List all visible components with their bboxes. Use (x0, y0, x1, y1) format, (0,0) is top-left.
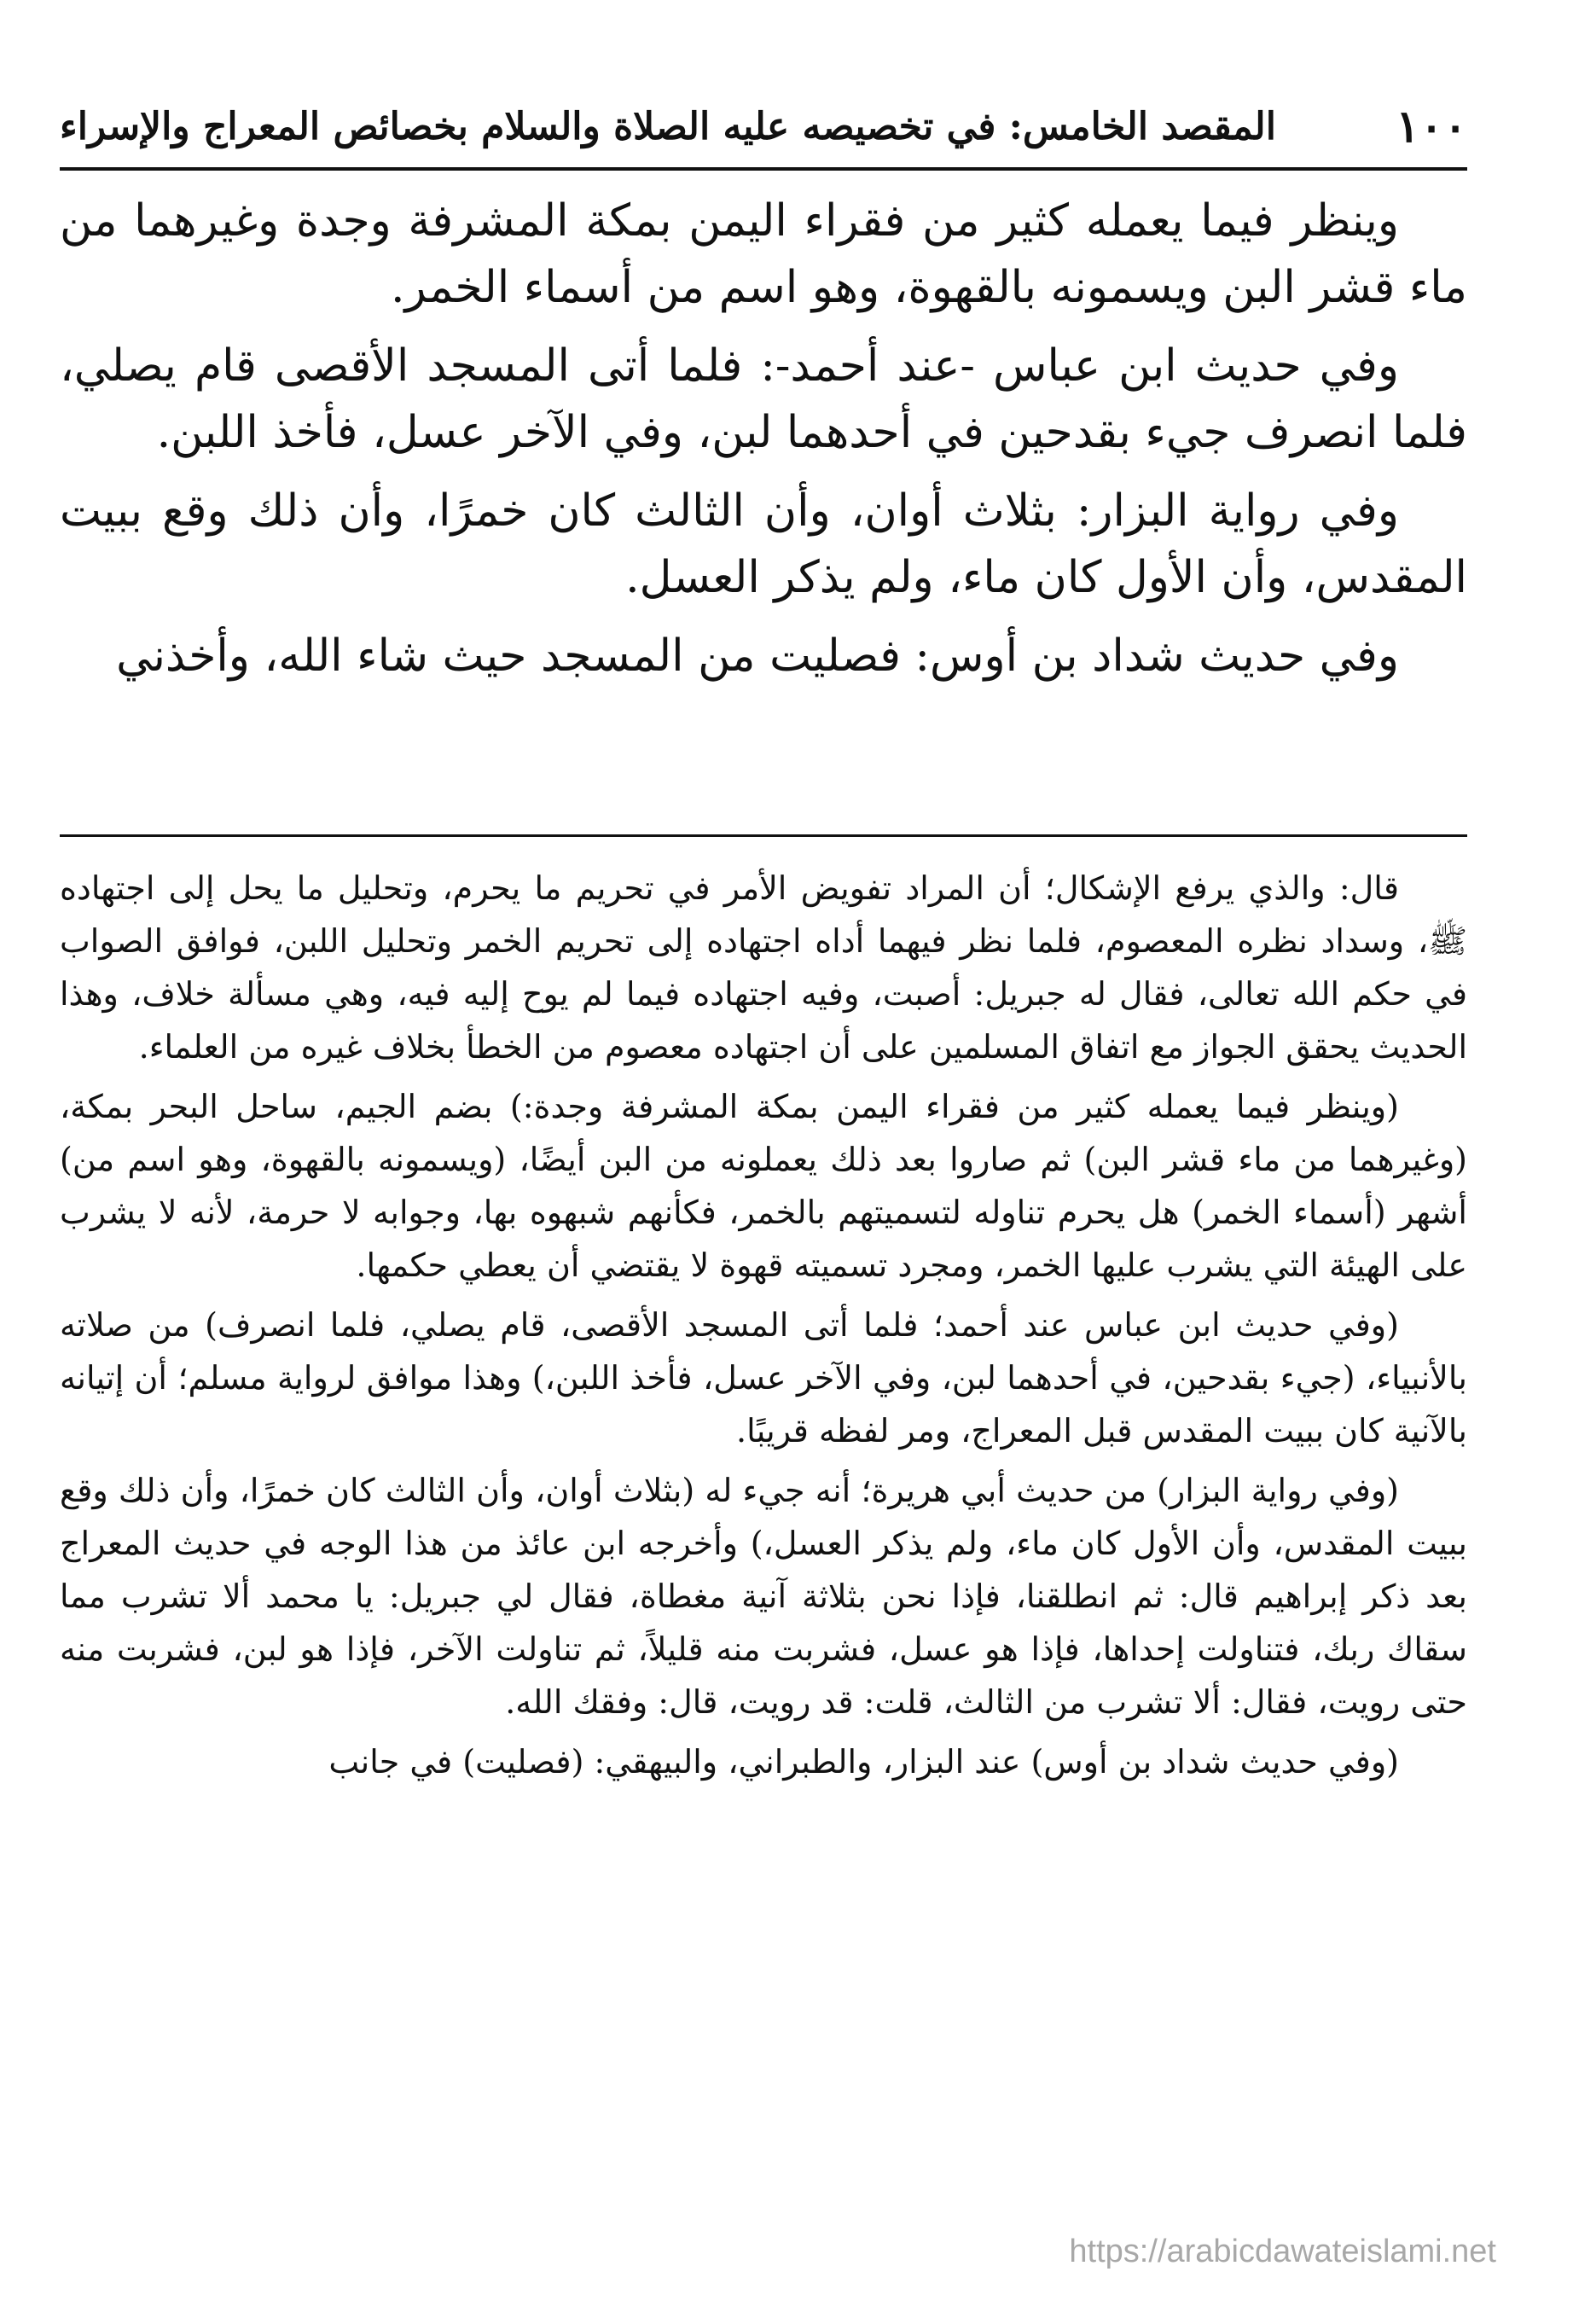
sharh-paragraph: (وفي حديث ابن عباس عند أحمد؛ فلما أتى المسجد الأقصى، قام يصلي، فلما انصرف) من صلاته بالأنبياء، (جيء بقدحين، في أحدهما لبن، وفي الآخر عسل، فأخذ اللبن،) وهذا موافق لرواية مسلم؛ أن إتيانه بالآنية كان ببيت المقدس قبل المعراج، ومر لفظه قريبًا. (60, 1306, 1467, 1450)
matn-paragraph: وينظر فيما يعمله كثير من فقراء اليمن بمكة المشرفة وجدة وغيرهما من ماء قشر البن ويسمونه بالقهوة، وهو اسم من أسماء الخمر. (60, 195, 1467, 313)
commentary-divider (60, 834, 1467, 837)
matn-paragraph: وفي حديث ابن عباس -عند أحمد-: فلما أتى المسجد الأقصى قام يصلي، فلما انصرف جيء بقدحين في أحدهما لبن، وفي الآخر عسل، فأخذ اللبن. (60, 340, 1467, 458)
sharh-paragraph: (وفي حديث شداد بن أوس) عند البزار، والطبراني، والبيهقي: (فصليت) في جانب (328, 1743, 1399, 1781)
main-text (60, 188, 1467, 701)
sharh-paragraph: (وينظر فيما يعمله كثير من فقراء اليمن بمكة المشرفة وجدة:) بضم الجيم، ساحل البحر بمكة، (وغيرهما من ماء قشر البن) ثم صاروا بعد ذلك يعملونه من البن أيضًا، (ويسمونه بالقهوة، وهو اسم من) أشهر (أسماء الخمر) هل يحرم تناوله لتسميتهم بالخمر، فكأنهم شبهوه بها، وجوابه لا حرمة، لأنه لا يشرب على الهيئة التي يشرب عليها الخمر، ومجرد تسميته قهوة لا يقتضي أن يعطي حكمها. (60, 1088, 1467, 1284)
commentary-text (60, 862, 1467, 1795)
page-header (60, 92, 1467, 160)
page-number: ١٠٠ (1396, 100, 1467, 153)
sharh-paragraph: (وفي رواية البزار) من حديث أبي هريرة؛ أنه جيء له (بثلاث أوان، وأن الثالث كان خمرًا، وأن ذلك وقع ببيت المقدس، وأن الأول كان ماء، ولم يذكر العسل،) وأخرجه ابن عائذ من هذا الوجه في حديث المعراج بعد ذكر إبراهيم قال: ثم انطلقنا، فإذا نحن بثلاثة آنية مغطاة، فقال لي جبريل: يا محمد ألا تشرب مما سقاك ربك، فتناولت إحداها، فإذا هو عسل، فشربت منه قليلاً، ثم تناولت الآخر، فإذا هو لبن، فشربت منه حتى رويت، فقال: ألا تشرب من الثالث، قلت: قد رويت، قال: وفقك الله. (60, 1472, 1467, 1721)
matn-paragraph: وفي رواية البزار: بثلاث أوان، وأن الثالث كان خمرًا، وأن ذلك وقع ببيت المقدس، وأن الأول كان ماء، ولم يذكر العسل. (60, 485, 1467, 603)
sharh-paragraph: قال: والذي يرفع الإشكال؛ أن المراد تفويض الأمر في تحريم ما يحرم، وتحليل ما يحل إلى اجتهاده ﷺ، وسداد نظره المعصوم، فلما نظر فيهما أداه اجتهاده إلى تحريم الخمر وتحليل اللبن، فوافق الصواب في حكم الله تعالى، فقال له جبريل: أصبت، وفيه اجتهاده فيما لم يوح إليه فيه، وهي مسألة خلاف، وهذا الحديث يحقق الجواز مع اتفاق المسلمين على أن اجتهاده معصوم من الخطأ بخلاف غيره من العلماء. (60, 869, 1467, 1066)
running-title: المقصد الخامس: في تخصيصه عليه الصلاة والسلام بخصائص المعراج والإسراء (60, 104, 1276, 148)
header-rule (60, 167, 1467, 171)
book-page (60, 0, 1467, 2324)
watermark-url: https://arabicdawateislami.net (1069, 2234, 1496, 2269)
matn-paragraph: وفي حديث شداد بن أوس: فصليت من المسجد حيث شاء الله، وأخذني (116, 630, 1399, 682)
